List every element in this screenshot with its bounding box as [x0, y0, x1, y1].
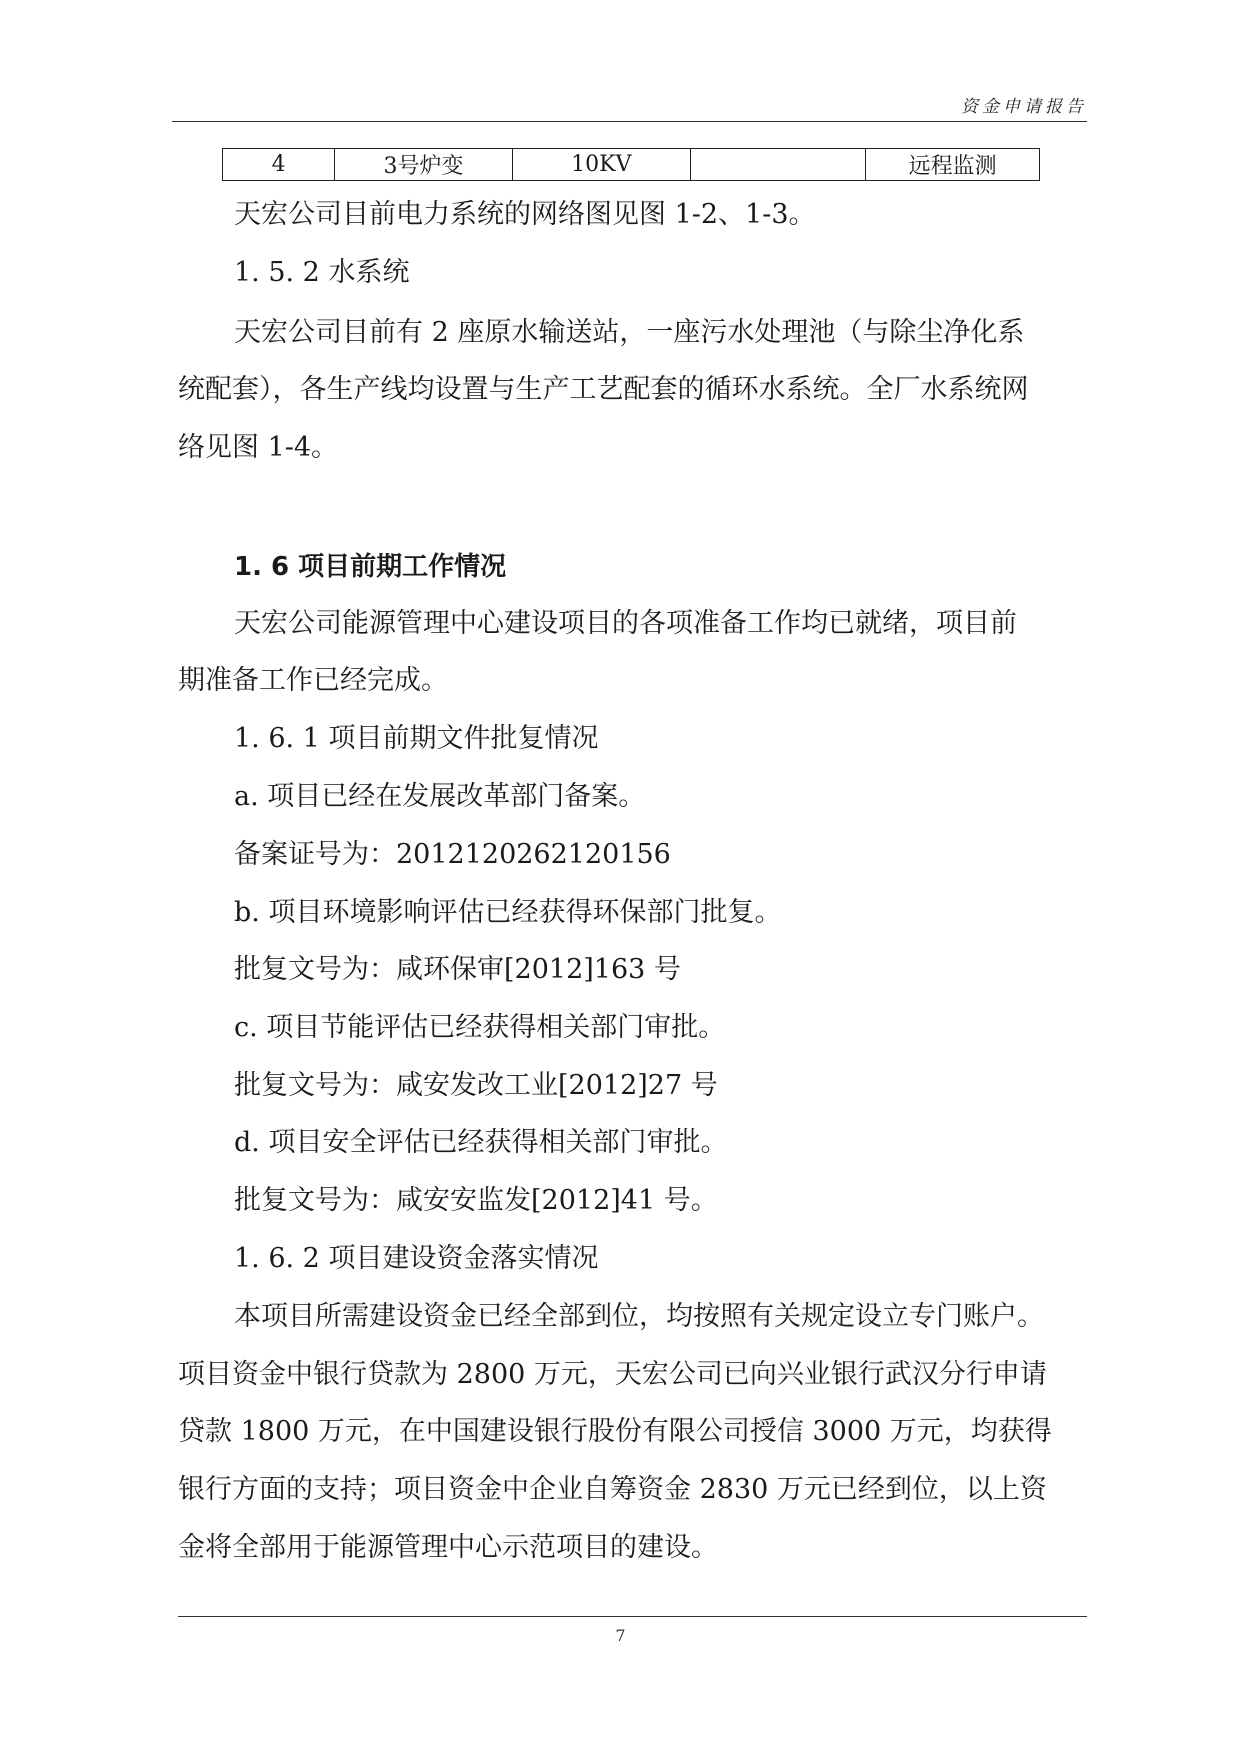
- equipment-table: [222, 148, 1040, 181]
- paragraph-line: 统配套），各生产线均设置与生产工艺配套的循环水系统。全厂水系统网: [178, 374, 1029, 405]
- paragraph-line: 金将全部用于能源管理中心示范项目的建设。: [178, 1532, 718, 1563]
- section-heading-1-6: 1. 6 项目前期工作情况: [234, 552, 507, 582]
- table-cell-empty: [690, 149, 865, 181]
- paragraph-line: 银行方面的支持；项目资金中企业自筹资金 2830 万元已经到位，以上资: [178, 1474, 1047, 1505]
- paragraph-line: 贷款 1800 万元，在中国建设银行股份有限公司授信 3000 万元，均获得: [178, 1416, 1052, 1447]
- list-item: c. 项目节能评估已经获得相关部门审批。: [234, 1012, 726, 1043]
- section-heading-1-5-2: 1. 5. 2 水系统: [234, 257, 410, 288]
- paragraph-line: 天宏公司目前电力系统的网络图见图 1-2、1-3。: [234, 199, 816, 230]
- list-item: 批复文号为：咸环保审[2012]163 号: [234, 954, 681, 985]
- paragraph-line: 本项目所需建设资金已经全部到位，均按照有关规定设立专门账户。: [234, 1301, 1044, 1332]
- section-heading-1-6-1: 1. 6. 1 项目前期文件批复情况: [234, 723, 599, 754]
- paragraph-line: 期准备工作已经完成。: [178, 665, 448, 696]
- running-header: 资金申请报告: [961, 97, 1087, 117]
- table-row: [223, 149, 1040, 181]
- paragraph-line: 项目资金中银行贷款为 2800 万元，天宏公司已向兴业银行武汉分行申请: [178, 1359, 1047, 1390]
- table-cell-voltage: 10KV: [512, 149, 690, 181]
- list-item: d. 项目安全评估已经获得相关部门审批。: [234, 1127, 728, 1158]
- paragraph-line: 络见图 1-4。: [178, 432, 339, 463]
- paragraph-line: 天宏公司能源管理中心建设项目的各项准备工作均已就绪，项目前: [234, 608, 1017, 639]
- section-heading-1-6-2: 1. 6. 2 项目建设资金落实情况: [234, 1243, 599, 1274]
- list-item: a. 项目已经在发展改革部门备案。: [234, 781, 646, 812]
- page-number: 7: [615, 1626, 626, 1645]
- list-item: 备案证号为：2012120262120156: [234, 839, 671, 870]
- list-item: 批复文号为：咸安安监发[2012]41 号。: [234, 1185, 718, 1216]
- footer-divider: [178, 1616, 1087, 1617]
- table-cell-index: 4: [223, 149, 335, 181]
- table-cell-mode: 远程监测: [866, 149, 1040, 181]
- paragraph-line: 天宏公司目前有 2 座原水输送站，一座污水处理池（与除尘净化系: [234, 317, 1025, 348]
- header-divider: [172, 121, 1087, 122]
- list-item: 批复文号为：咸安发改工业[2012]27 号: [234, 1070, 718, 1101]
- list-item: b. 项目环境影响评估已经获得环保部门批复。: [234, 897, 782, 928]
- table-cell-name: 3号炉变: [335, 149, 513, 181]
